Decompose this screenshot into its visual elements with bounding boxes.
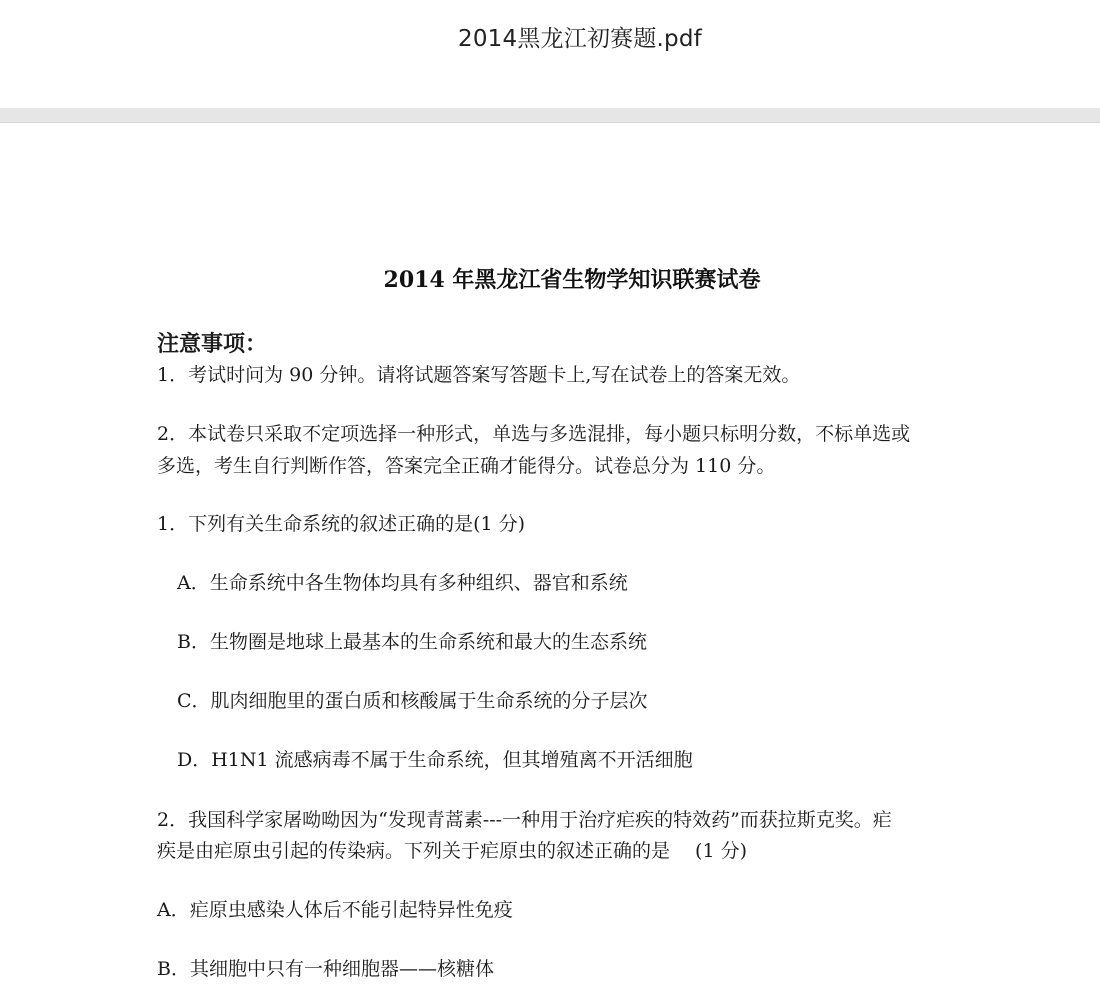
notice-item-2-line-1: 2．本试卷只采取不定项选择一种形式，单选与多选混排，每小题只标明分数，不标单选或 xyxy=(157,423,911,445)
question-1-stem: 1．下列有关生命系统的叙述正确的是(1 分) xyxy=(157,513,526,535)
notice-heading: 注意事项： xyxy=(157,331,268,357)
notice-item-2-line-2: 多选，考生自行判断作答，答案完全正确才能得分。试卷总分为 110 分。 xyxy=(157,455,776,477)
question-1-option-d: D．H1N1 流感病毒不属于生命系统，但其增殖离不开活细胞 xyxy=(177,749,693,771)
question-1-option-c: C．肌肉细胞里的蛋白质和核酸属于生命系统的分子层次 xyxy=(177,690,648,712)
question-2-stem-line-1: 2．我国科学家屠呦呦因为“发现青蒿素---一种用于治疗疟疾的特效药”而获拉斯克奖。疟 xyxy=(157,809,892,831)
viewer-header xyxy=(0,0,1100,108)
pdf-page[interactable] xyxy=(0,123,1100,990)
question-1-option-a: A．生命系统中各生物体均具有多种组织、器官和系统 xyxy=(177,572,628,594)
question-1-option-b: B．生物圈是地球上最基本的生命系统和最大的生态系统 xyxy=(177,631,647,653)
notice-item-1: 1．考试时问为 90 分钟。请将试题答案写答题卡上,写在试卷上的答案无效。 xyxy=(157,364,801,386)
question-2-option-b: B．其细胞中只有一种细胞器——核糖体 xyxy=(157,958,494,980)
file-title: 2014黑龙江初赛题.pdf xyxy=(458,26,702,52)
document-title: 2014 年黑龙江省生物学知识联赛试卷 xyxy=(383,267,761,293)
page-separator xyxy=(0,108,1100,123)
question-2-option-a: A．疟原虫感染人体后不能引起特异性免疫 xyxy=(157,899,513,921)
question-2-stem-line-2: 疾是由疟原虫引起的传染病。下列关于疟原虫的叙述正确的是 (1 分) xyxy=(157,840,747,862)
